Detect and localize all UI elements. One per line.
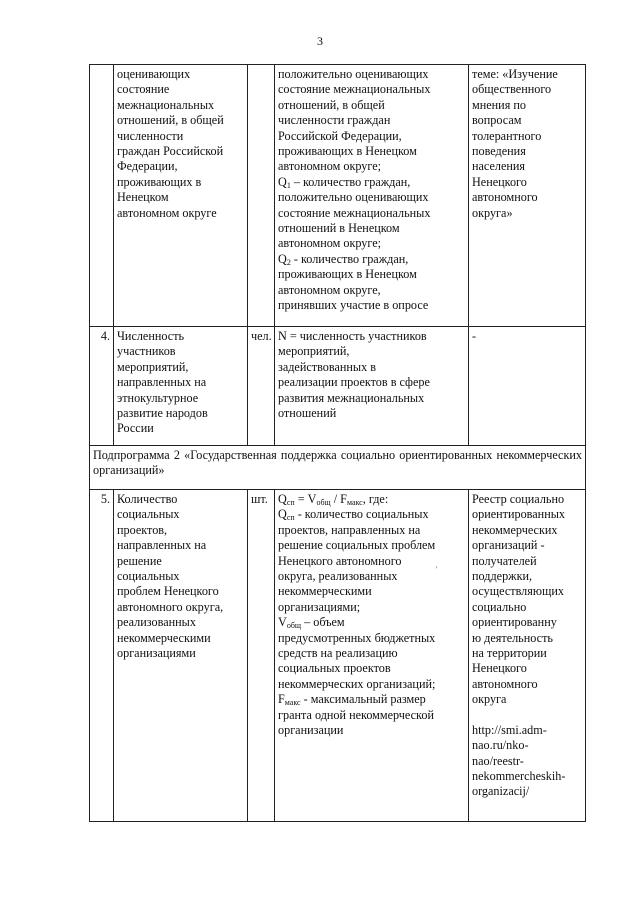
formula-cell — [275, 490, 469, 822]
text-line: развития межнациональных — [278, 390, 425, 405]
text-line: поведения — [472, 144, 526, 159]
text-line: ориентированных — [472, 507, 566, 522]
text-line: реализации проектов в сфере — [278, 375, 430, 390]
unit-cell — [248, 65, 275, 327]
text-line: Российской Федерации, — [278, 128, 402, 143]
text-line: $Q_2$ - количество граждан, — [278, 251, 409, 267]
text-line: $Q_{сп}$ - количество социальных — [278, 507, 429, 523]
text-line: задействованных в — [278, 359, 376, 374]
text-line: положительно оценивающих — [278, 67, 429, 81]
text-line: проживающих в — [117, 174, 202, 189]
unit-cell: чел. — [248, 327, 275, 446]
table-row — [90, 65, 586, 327]
text-line: организациями — [117, 646, 196, 661]
text-line: организаций - — [472, 538, 545, 553]
text-line: развитие народов — [117, 406, 208, 421]
text-line: состояние межнациональных — [278, 82, 431, 97]
table-row — [90, 490, 586, 822]
indicator-name — [114, 327, 248, 446]
text-line: Ненецкого — [472, 661, 527, 676]
text-line: реализованных — [117, 615, 196, 630]
text-line: автономного округа, — [117, 599, 224, 614]
text-line: Ненецкого автономного — [278, 553, 402, 568]
text-line: автономном округе; — [278, 159, 382, 174]
text-line: некоммерческими — [278, 584, 372, 599]
source-cell — [469, 65, 586, 327]
table-row — [90, 327, 586, 446]
text-line: мнения по — [472, 97, 526, 112]
text-line: толерантного — [472, 128, 542, 143]
text-line: получателей — [472, 553, 537, 568]
text-line: округа, реализованных — [278, 569, 398, 584]
text-line: состояние межнациональных — [278, 205, 431, 220]
text-line: некоммерческими — [117, 630, 211, 645]
text-line: отношений, в общей — [278, 97, 385, 112]
text-line: численности — [117, 128, 184, 143]
source-cell: - — [469, 327, 586, 446]
text-line: вопросам — [472, 113, 522, 128]
text-line: Федерации, — [117, 159, 178, 174]
formula-cell — [275, 65, 469, 327]
text-line: гранта одной некоммерческой — [278, 707, 434, 722]
text-line: Реестр социально — [472, 492, 565, 506]
row-number — [90, 65, 114, 327]
text-line: $V_{общ}$ – объем — [278, 615, 345, 631]
subprogram-title: Подпрограмма 2 «Государственная поддержка социально ориентированных некоммерческих организаций» — [90, 446, 586, 490]
text-line: участников — [117, 344, 176, 359]
text-line: округа» — [472, 205, 513, 220]
row-number: 4. — [90, 327, 114, 446]
text-line: общественного — [472, 82, 552, 97]
text-line: проживающих в Ненецком — [278, 267, 417, 282]
text-line: теме: «Изучение — [472, 67, 558, 81]
text-line: некоммерческих организаций; — [278, 676, 436, 691]
source-text — [472, 492, 582, 708]
text-line: мероприятий, — [117, 359, 189, 374]
text-line: проектов, направленных на — [278, 522, 421, 537]
text-line: ю деятельность — [472, 630, 553, 645]
text-line: nao/reestr- — [472, 753, 524, 768]
text-line: Численность — [117, 329, 185, 343]
text-line: отношений — [278, 406, 337, 421]
text-line: направленных на — [117, 538, 207, 553]
text-line: решение — [117, 553, 162, 568]
text-line: поддержки, — [472, 569, 533, 584]
text-line: nao.ru/nko- — [472, 738, 529, 753]
unit-cell: шт. — [248, 490, 275, 822]
text-line: населения — [472, 159, 526, 174]
text-line: автономного — [472, 190, 538, 205]
text-line: средств на реализацию — [278, 646, 398, 661]
text-line: социально — [472, 599, 527, 614]
text-line: проблем Ненецкого — [117, 584, 219, 599]
text-line: Ненецкого — [472, 174, 527, 189]
subprogram-row — [90, 446, 586, 490]
text-line: этнокультурное — [117, 390, 199, 405]
text-line: социальных — [117, 569, 180, 584]
text-line: направленных на — [117, 375, 207, 390]
text-line: мероприятий, — [278, 344, 350, 359]
text-line: автономного — [472, 676, 538, 691]
text-line: проживающих в Ненецком — [278, 144, 417, 159]
text-line: России — [117, 421, 154, 436]
text-line: проектов, — [117, 522, 168, 537]
text-line: http://smi.adm- — [472, 722, 547, 737]
text-line: на территории — [472, 646, 547, 661]
text-line: межнациональных — [117, 97, 215, 112]
text-line: осуществляющих — [472, 584, 564, 599]
text-line: $F_{макс}$ - максимальный размер — [278, 692, 426, 708]
text-line: автономном округе; — [278, 236, 382, 251]
text-line: отношений в Ненецком — [278, 221, 400, 236]
text-line: nekommercheskih- — [472, 768, 566, 783]
text-line: организациями; — [278, 599, 361, 614]
text-line: принявших участие в опросе — [278, 298, 429, 313]
text-line: организации — [278, 723, 344, 738]
text-line: Количество — [117, 492, 178, 506]
scan-mark: ' — [436, 565, 438, 574]
formula-cell — [275, 327, 469, 446]
registry-link[interactable] — [472, 723, 582, 800]
text-line: $Q_1$ – количество граждан, — [278, 174, 411, 190]
text-line: оценивающих — [117, 67, 191, 81]
text-line: округа — [472, 692, 507, 707]
text-line: ориентированну — [472, 615, 557, 630]
text-line: граждан Российской — [117, 144, 224, 159]
indicator-name — [114, 65, 248, 327]
text-line: Ненецком — [117, 190, 169, 205]
text-line: некоммерческих — [472, 522, 558, 537]
text-line: численности граждан — [278, 113, 391, 128]
text-line: organizacij/ — [472, 784, 530, 799]
text-line: социальных проектов — [278, 661, 391, 676]
text-line: N = численность участников — [278, 329, 427, 343]
text-line: состояние — [117, 82, 170, 97]
page-number: 3 — [317, 34, 323, 48]
text-line: предусмотренных бюджетных — [278, 630, 436, 645]
text-line: решение социальных проблем — [278, 538, 436, 553]
text-line: социальных — [117, 507, 180, 522]
text-line: $Q_{сп} = V_{общ} / F_{макс}$, где: — [278, 492, 389, 507]
text-line: автономном округе — [117, 205, 217, 220]
indicator-name — [114, 490, 248, 822]
text-line: автономном округе, — [278, 282, 381, 297]
row-number: 5. — [90, 490, 114, 822]
source-cell — [469, 490, 586, 822]
text-line: отношений, в общей — [117, 113, 224, 128]
text-line: положительно оценивающих — [278, 190, 429, 205]
indicators-table — [89, 64, 586, 822]
